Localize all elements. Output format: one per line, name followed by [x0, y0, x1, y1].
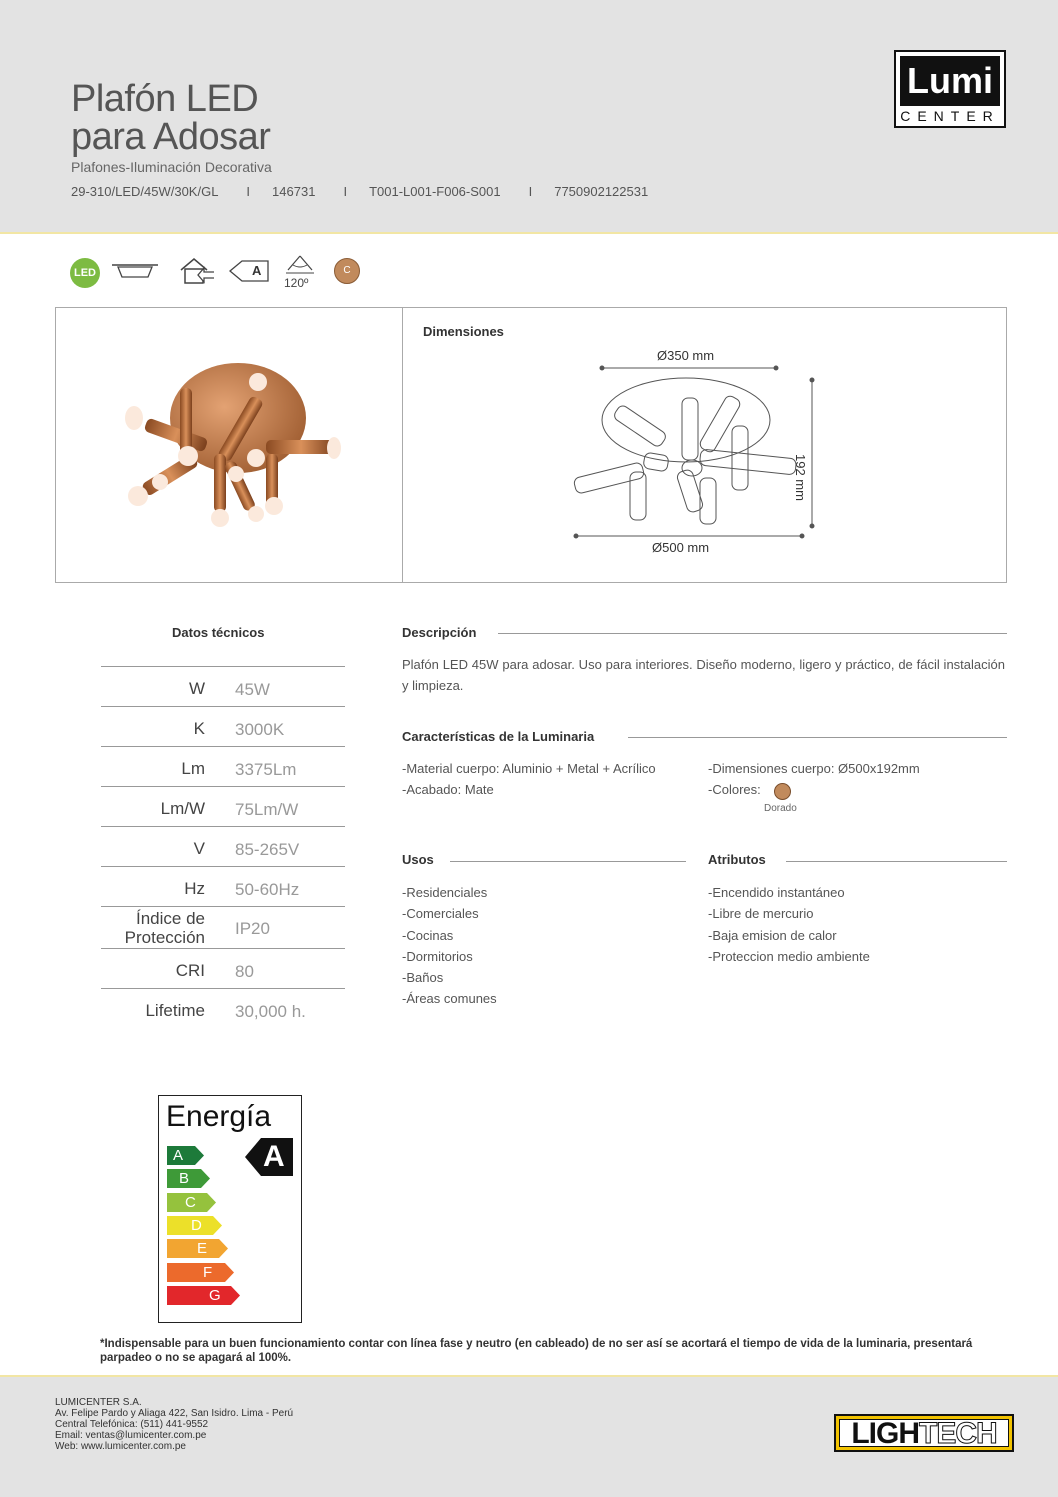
tech-value: 30,000 h.: [235, 1002, 306, 1021]
description-title: Descripción: [402, 625, 477, 640]
footer: [0, 1375, 1058, 1497]
energy-class-letter: B: [179, 1170, 190, 1188]
code-separator: I: [343, 184, 348, 199]
tech-label: Lm: [181, 759, 205, 778]
energy-class-bar-f: [167, 1263, 235, 1282]
surface-mount-icon: [110, 262, 160, 287]
tech-value: 45W: [235, 680, 270, 699]
section-rule: [628, 737, 1007, 738]
tech-label: CRI: [175, 961, 205, 980]
list-item: -Dormitorios: [402, 948, 473, 964]
color-swatch-icon: C: [334, 258, 360, 284]
box-divider: [402, 308, 403, 582]
title-line-1: Plafón LED: [71, 78, 259, 120]
tech-label: [125, 909, 205, 947]
tech-value: 50-60Hz: [235, 880, 300, 899]
logo-lumi-text: Lumi: [900, 56, 1000, 106]
product-image-box: [55, 307, 1007, 583]
tech-label: V: [193, 839, 205, 858]
feature-item: -Material cuerpo: Aluminio + Metal + Acrílico: [402, 761, 656, 776]
tech-value: IP20: [235, 919, 270, 938]
section-rule: [786, 861, 1007, 862]
features-title: Características de la Luminaria: [402, 729, 595, 744]
section-rule: [450, 861, 686, 862]
product-code-ean: 7750902122531: [554, 184, 649, 199]
lightech-logo-part: LIGH: [851, 1417, 919, 1450]
tech-row: [101, 988, 345, 1028]
height-label: 192 mm: [793, 454, 808, 501]
energy-class-bar-c: [167, 1193, 217, 1212]
energy-class-bar-a: [167, 1146, 205, 1165]
energy-rating-letter: A: [263, 1140, 285, 1173]
tech-row: [101, 706, 345, 746]
tech-row: [101, 948, 345, 988]
energy-class-bar-g: [167, 1286, 241, 1305]
spec-icons-row: [70, 254, 390, 290]
list-item: -Residenciales: [402, 885, 488, 900]
tech-label: K: [193, 719, 205, 738]
tech-row: [101, 746, 345, 786]
tech-row: [101, 866, 345, 906]
tech-row: [101, 906, 345, 948]
energy-class-letter: F: [203, 1263, 213, 1281]
dimension-drawing: [566, 358, 826, 553]
dimensions-title: Dimensiones: [423, 324, 504, 339]
feature-item: -Dimensiones cuerpo: Ø500x192mm: [708, 761, 920, 776]
page-title: [71, 80, 270, 156]
product-photo: [116, 358, 356, 543]
company-info: [55, 1397, 293, 1452]
tech-data-title: Datos técnicos: [172, 625, 265, 640]
lightech-logo-text: [839, 1417, 1009, 1450]
features-right-list: [708, 758, 920, 801]
product-code-sku: 29-310/LED/45W/30K/GL: [71, 184, 219, 199]
tech-value: 75Lm/W: [235, 800, 299, 819]
led-icon: LED: [70, 258, 100, 288]
bottom-diameter-label: Ø500 mm: [652, 540, 710, 555]
category-subtitle: Plafones-Iluminación Decorativa: [71, 159, 272, 175]
tech-value: 80: [235, 962, 254, 981]
tech-label-line: Protección: [124, 928, 205, 947]
top-diameter-label: Ø350 mm: [657, 348, 715, 363]
product-code-id: 146731: [272, 184, 316, 199]
energy-class-bar-d: [167, 1216, 223, 1235]
tech-label: Lm/W: [160, 799, 205, 818]
list-item: -Comerciales: [402, 906, 479, 922]
feature-item: -Colores:: [708, 782, 761, 798]
color-name-label: Dorado: [764, 803, 797, 814]
tech-label: W: [188, 679, 205, 698]
list-item: -Baja emision de calor: [708, 927, 837, 943]
indoor-house-icon: [178, 256, 216, 291]
title-line-2: para Adosar: [71, 116, 271, 158]
description-text: Plafón LED 45W para adosar. Uso para interiores. Diseño moderno, ligero y práctico, de fácil instalación y limpieza.: [402, 657, 1005, 693]
energy-class-letter: D: [191, 1216, 202, 1234]
tech-row: [101, 786, 345, 826]
atributos-title: Atributos: [708, 852, 766, 867]
energy-class-bar-b: [167, 1169, 211, 1188]
company-web: Web: www.lumicenter.com.pe: [55, 1441, 186, 1452]
lightech-logo-part: TECH: [919, 1417, 997, 1450]
energy-class-letter: G: [209, 1286, 221, 1304]
company-email: Email: ventas@lumicenter.com.pe: [55, 1430, 207, 1441]
tech-data-table: [101, 666, 345, 1028]
section-rule: [498, 633, 1007, 634]
usos-list: [402, 882, 497, 1010]
energy-class-bar-e: [167, 1239, 229, 1258]
product-codes: [71, 184, 648, 199]
tech-value: 85-265V: [235, 840, 300, 859]
list-item: -Cocinas: [402, 927, 454, 943]
features-left-list: [402, 758, 656, 801]
company-name: LUMICENTER S.A.: [55, 1397, 142, 1408]
energy-class-letter: A: [173, 1147, 184, 1164]
energy-class-letter: C: [185, 1193, 196, 1211]
tech-row: [101, 666, 345, 706]
company-address: Av. Felipe Pardo y Aliaga 422, San Isidro. Lima - Perú: [55, 1408, 294, 1419]
code-separator: I: [246, 184, 251, 199]
logo-center-text: CENTER: [900, 108, 1000, 124]
tech-label: Lifetime: [145, 1001, 205, 1020]
usos-title: Usos: [402, 852, 434, 867]
energy-label: [158, 1095, 302, 1323]
atributos-list: [708, 882, 870, 967]
company-phone: Central Telefónica: (511) 441-9552: [55, 1419, 209, 1430]
footnote: *Indispensable para un buen funcionamiento contar con línea fase y neutro (en cableado) de no ser así se acortará el tiempo de vida de la luminaria, presentará parpadeo o no se apagará al 100%.: [100, 1338, 973, 1364]
energy-class-label: A: [252, 263, 262, 278]
code-separator: I: [528, 184, 533, 199]
header: [0, 0, 1058, 234]
list-item: -Baños: [402, 970, 444, 986]
list-item: -Áreas comunes: [402, 991, 497, 1007]
lightech-logo: [834, 1414, 1014, 1452]
tech-label-line: Índice de: [136, 909, 205, 928]
tech-value: 3375Lm: [235, 760, 297, 779]
feature-item: -Acabado: Mate: [402, 782, 494, 798]
list-item: -Encendido instantáneo: [708, 885, 845, 900]
tech-label: Hz: [184, 879, 205, 898]
list-item: -Proteccion medio ambiente: [708, 948, 870, 964]
lumicenter-logo: [894, 50, 1006, 128]
beam-angle-label: 120º: [284, 276, 309, 290]
energy-class-icon: [228, 259, 270, 288]
product-code-family: T001-L001-F006-S001: [369, 184, 501, 199]
dorado-color-swatch: [774, 783, 791, 800]
energy-title: Energía: [166, 1100, 272, 1133]
tech-row: [101, 826, 345, 866]
tech-value: 3000K: [235, 720, 285, 739]
energy-class-letter: E: [197, 1240, 208, 1258]
energy-rating-badge: [245, 1138, 295, 1176]
list-item: -Libre de mercurio: [708, 906, 814, 922]
